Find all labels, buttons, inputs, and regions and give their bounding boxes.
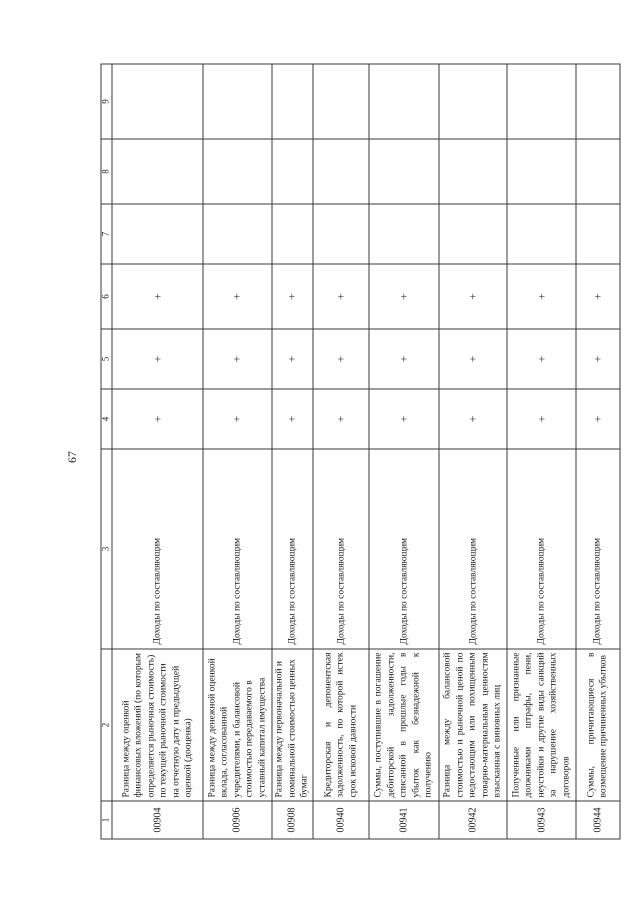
row-code: 00942: [439, 801, 507, 839]
row-mark: +: [272, 389, 313, 449]
row-mark: [507, 64, 575, 139]
row-type: Доходы по составляющим: [369, 449, 439, 649]
row-mark: [576, 139, 620, 204]
column-number: 5: [101, 329, 112, 389]
row-mark: [439, 139, 507, 204]
column-number: 6: [101, 264, 112, 329]
row-mark: [507, 139, 575, 204]
row-type: Доходы по составляющим: [576, 449, 620, 649]
row-mark: +: [507, 264, 575, 329]
row-mark: [272, 139, 313, 204]
row-mark: [313, 204, 369, 264]
row-mark: [369, 64, 439, 139]
row-code: 00940: [313, 801, 369, 839]
row-mark: [507, 204, 575, 264]
row-name: Полученные или признанные должниками штрафы, пени, неустойки и другие виды санкций за нарушение хозяйственных договоров: [507, 649, 575, 801]
row-mark: +: [439, 264, 507, 329]
row-mark: [203, 204, 271, 264]
row-mark: +: [439, 389, 507, 449]
row-mark: [369, 139, 439, 204]
row-code: 00908: [272, 801, 313, 839]
row-name: Разница между денежной оценкой вклада, согласованной учредителями, и балансовой стоимостью передаваемого в уставный капитал имущества: [203, 649, 271, 801]
row-mark: [576, 64, 620, 139]
row-mark: [203, 139, 271, 204]
row-code: 00944: [576, 801, 620, 839]
row-mark: +: [576, 264, 620, 329]
income-codes-table-wrapper: [101, 65, 621, 840]
row-code: 00904: [112, 801, 204, 839]
row-mark: [369, 204, 439, 264]
row-mark: [112, 139, 204, 204]
row-mark: [313, 139, 369, 204]
row-mark: +: [369, 264, 439, 329]
row-code: 00943: [507, 801, 575, 839]
row-mark: [313, 64, 369, 139]
table-row: [369, 64, 439, 839]
row-mark: +: [369, 389, 439, 449]
column-number: 9: [101, 64, 112, 139]
row-mark: [272, 204, 313, 264]
row-name: Разница между балансовой стоимостью и рыночной ценой по недостающим или похищенным товарно-материальным ценностям взысканная с виновных лиц: [439, 649, 507, 801]
column-number: 1: [101, 801, 112, 839]
row-name: Разница между первоначальной и номинальной стоимостью ценных бумаг: [272, 649, 313, 801]
row-name: Кредиторская и депонентская задолженность, по которой истек срок исковой давности: [313, 649, 369, 801]
column-number: 4: [101, 389, 112, 449]
column-number-row: [101, 64, 112, 839]
row-mark: +: [313, 389, 369, 449]
row-code: 00941: [369, 801, 439, 839]
row-mark: [112, 64, 204, 139]
row-mark: +: [313, 264, 369, 329]
page-number: 67: [64, 451, 79, 463]
row-type: Доходы по составляющим: [507, 449, 575, 649]
row-mark: [439, 64, 507, 139]
row-mark: +: [313, 329, 369, 389]
table-row: [439, 64, 507, 839]
table-row: [507, 64, 575, 839]
table-row: [576, 64, 620, 839]
row-mark: +: [576, 389, 620, 449]
row-code: 00906: [203, 801, 271, 839]
row-mark: +: [439, 329, 507, 389]
row-mark: +: [507, 329, 575, 389]
row-name: Суммы, поступившие в погашение дебиторской задолженности, списанной в прошлые годы в убыток как безнадежной к получению: [369, 649, 439, 801]
row-name: Разница между оценкой финансовых вложений (по которым определяется рыночная стоимость) по текущей рыночной стоимости на отчетную дату и предыдущей оценкой (дооценка): [112, 649, 204, 801]
row-mark: +: [272, 264, 313, 329]
row-mark: +: [203, 329, 271, 389]
table-row: [112, 64, 204, 839]
row-mark: [576, 204, 620, 264]
row-type: Доходы по составляющим: [112, 449, 204, 649]
row-mark: +: [112, 329, 204, 389]
row-mark: [439, 204, 507, 264]
row-type: Доходы по составляющим: [203, 449, 271, 649]
row-mark: [112, 204, 204, 264]
row-mark: +: [507, 389, 575, 449]
column-number: 8: [101, 139, 112, 204]
row-type: Доходы по составляющим: [272, 449, 313, 649]
row-mark: +: [272, 329, 313, 389]
row-mark: +: [112, 264, 204, 329]
row-mark: +: [112, 389, 204, 449]
row-mark: +: [369, 329, 439, 389]
row-mark: +: [203, 264, 271, 329]
table-row: [272, 64, 313, 839]
row-mark: +: [576, 329, 620, 389]
column-number: 7: [101, 204, 112, 264]
column-number: 2: [101, 649, 112, 801]
table-row: [313, 64, 369, 839]
row-mark: +: [203, 389, 271, 449]
row-name: Суммы, причитающиеся в возмещение причиненных убытков: [576, 649, 620, 801]
row-type: Доходы по составляющим: [439, 449, 507, 649]
row-mark: [272, 64, 313, 139]
column-number: 3: [101, 449, 112, 649]
income-codes-table: [101, 64, 621, 840]
table-row: [203, 64, 271, 839]
row-mark: [203, 64, 271, 139]
row-type: Доходы по составляющим: [313, 449, 369, 649]
